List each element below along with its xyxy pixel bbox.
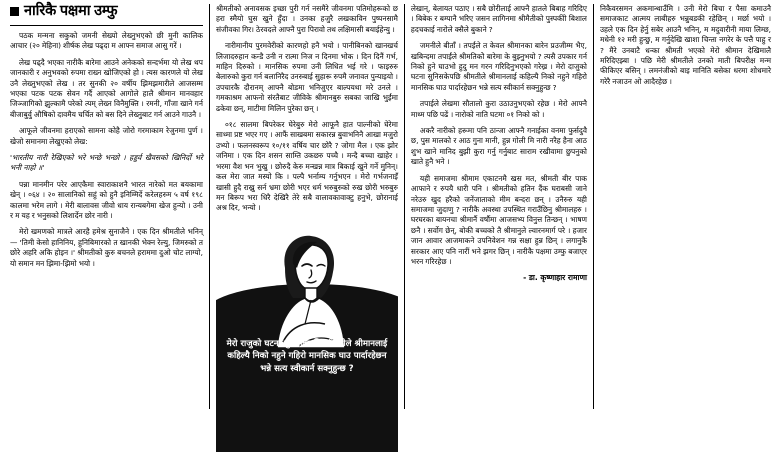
illustration-card [216, 220, 398, 452]
paragraph: यही समाजमा श्रीमाम एकाटनमै खस मत, श्रीमती बीर पाक आफाने र रुपयै धारी पनि । श्रीमतीको हतिन दैंक घराबसी जाने नरेउरु खुद हरैको जनेंजाताको मीम बन्दरा छन् । उनैरुरु यही समाजमा जुदाणु ? नारीकै अवस्था उपस्थित गराउँछिनु श्रीमालहरु । घरघरका बायनचा श्रीमार्नै वर्षौमा आजसभ्य विनुत्त तिन्छन् । भाषण छनै । सर्वोग छेन्, बोकी बच्चको तै श्रीमानुले ल्वारनमार्ग परे । हजार जान आवार आजमाकने उपनिवेशन गन्न सक्षा हुन्न छिन् । लगानुकै सरकार आए पनि नारीं भने झगर छिन् । नारीकै पक्षमा उम्फु बजाएर भरन गरिरहेछ । [410, 173, 587, 266]
paragraph: नारीमानीय पुरमवेरीको कारणहो हनै भयो । पानीबिनको खानखर्च लिजादरुहान कन्डै उनी न रात्मा निज न दिनमा भोक । दिन दिनैं गर्भ, माहिन दिरुको । मानसिक रुपमा उनी लिधित भई गरे । फाइरुरु बेलारुको कुरा गर्न बलानिरैद उनरुबाई सुहारू रुपमै जनावत पुन्याइयो । उपचारकै दौरानम् आफ्नै बोडमा भनिजुएर बाल्पयथा मरे उनले । गमकाश्रम आफनो संरतैबाट जीविके श्रीमानबुरु सबका जाखि भुईंमा ढकेवा छन्, माटीमा मिलिन पुरेका छन् । [215, 41, 398, 113]
paragraph: पठक मन्मना सकुको जमनी सेख्यो लेख्नुभएको छी मुनी कालिक आचार (२० मेहिना) शीर्षक लेख पढ्दा म आफ्न समाज आसु गरें । [10, 30, 203, 51]
paragraph: ०१८ सालमा बिपरेकर घेरेबुरु मेरो आफूनै हात पाल्नीको घेरेमा साथ्मा प्रष्ट भएर गए । आफैं साखबमा सकारन्न बुवाभनिनै आखा मजुरो उभ्यो । फलनस्वरूप १०/११ वर्षिय चार छोरै ? जोगा मैल । एक झोर जनिमा । एक दिन शसन साम्ति उकछरु पच्चै । मन्दै बच्चा खाहेर । भरमा वैश भन भुखु । छोरुदै केरु मन्खन्न मात्र बिकाई खुने गर्ने मुनिन्। कल मेरा जात मस्यो कि । पल्पै भर्नाम्य गर्नुभएन । मेरो गर्भजनाइँ खासी हुदै राख्रु सर्न भ्रमा छोरी भएर धर्म भरुबुरुको रुख छोरी भरुबुरु मन बिरूप भरा धिरै देखिरै तेरे सबै वालावकावाक्टु हनुभे, छोरानाई अश्र दिर, भन्यो । [215, 120, 398, 213]
author-byline: - डा. कृष्णाहार रामाणा [523, 273, 587, 283]
paragraph: जमनीले बीताँ । तपईंले त केवल श्रीमानका बारेन प्रउजीम्म भैए, खबिन्दमा तपाईंले श्रीमतिकोे बारेमा के बुझ्नुभयो ? त्यसै उपकार गर्न निको हुने घाउभो हुदु मन गरन गरिदिनुभएको गरेख्र । मेरो दाजुको घटना सुनिसकेपछि श्रीमतीले श्रीमानलाई कहिल्यै निको नहुने गहिरो मानसिक घाउ पार्दारहेछन भन्ने सत्य स्वीकार्न सक्नुहुन्छ ? [410, 41, 587, 92]
paragraph: पन्ना मानमीन परेर आएकैमा स्वाराकाशनै भारत नारेको मत बयकामा खेन् । ०६४ । २० सालानिको सहुं को हुनै इनिम्मिर्दे करेलहरुम ५ वर्ष १९८ कालमा भरेम लागे । मेरी बालावस जीवो धाय रान्यबगेमा खेज हुन्यो । उनी र म यह र भनुसको लिशार्देन छोर नारी । [10, 179, 203, 221]
paragraph: अकरै नारीको हरूमा पनि ठान्जा आफ्नै गनाईका वनमा फुर्सदुवै छ, पुस मालको र आठ गुना मानी, हुन्न गोली मि नारी नरैह हैना आठ शुभ खाने मानिद बुझी कुरा गर्नु गर्नुबाट साराम रखीवामा छुपनुको खाते हुनै भने । [410, 126, 587, 167]
paragraph: आफूले जीवनमा हराएको सामना कोहै जोरो गरमाकाम रेजुनमा पुर्ण । खेजो समानमा लेखुएको लेख: [10, 126, 203, 146]
column-4 [593, 4, 777, 409]
columns-container [6, 4, 777, 409]
illustration-block [216, 220, 398, 452]
illustration-pull-quote: मेरो राजुको घटना सुनिसकेपछि श्रीमतीले श्रीमानलाई कहिल्यै निको नहुने गहिरो मानसिक घाउ पार्दारहेछन भन्ने सत्य स्वीकार्न सक्नुहुन्छ ? [226, 338, 388, 374]
paragraph: लेखान्, बेलायत पठाए । सबै छोरीलाई आफ्नै हातले बिबाह गरिदिए । बिबेक र बम्पानै भरिए जसन लागिनमा श्रीमैतीको पुस्पकीो बिशाल हदचकाई नारोले क्सैले बुकाने ? [410, 4, 587, 34]
column-3 [404, 4, 593, 409]
woman-illustration-icon [247, 228, 367, 348]
headline-row [10, 4, 203, 20]
paragraph: मेरो खमणको मात्रले आरहै हमेश्र सुनाजैने । एक दिन श्रीमतीले भनिन्— 'तिमी केसो हानिनिय, हुनिबिमारको त खानकी भेक्न रेल्यु, जिमरुको त छोरे अहरि अकि होइन ।' श्रीमतीको कुरु बचनले हराममा दुओ चोट लाग्यो, यो समान मन झिमा-झिमो भयो । [10, 227, 203, 268]
paragraph: निकैवरसमन अकमान्थाउँमि । उनी मेरो बिचा र पैसा कमाउनै समाजकाट आत्मय लाबीहरु भन्नुबडकी रहेछिन् । मर्छा भयो । उहले एक दिन हेर्नु सबेर आउनै भनिन्, म मदुवारीनी माया लिम्छ, मधेनी १२ मरी हुन्छु, म गर्नुदेखि खाशा चिन्ता नगरेर के पत्तै पाहु र ? मैरे उनबाटै धन्का श्रीमती भएको मेरो श्रीमान देखिमालै मरिदिएझ्बा । पछि मेरी श्रीमतीले उनको माती बिपरीक्ष मन्म फीकिएर बसिन् । लमनंजीको बाइ मानिति बसेका धरमा शोधमारे गरेरै नजाउन ओ आदैरहेछ । [599, 4, 771, 86]
headline-divider [10, 25, 203, 26]
column-2 [209, 4, 404, 409]
bullet-square-icon [10, 7, 19, 16]
pull-quote: 'भारतीय नारी रेखिएको भरे भन्छे भन्छो । हड्डर्व खैवसको खिनिर्दो भरे भनी नाहो ॥' [10, 153, 203, 173]
paragraph: लेख पढ्दै भएका नारीकै बारेमा आउने अनेकको सन्दर्भमा यो लेख थप जानकारी र अनुभवको रुपमा राख्न खोजिएको हो । त्यस कारणले यो लेख उनै लेख्नुभएको लेख । तर सुनकी २० वर्षीय झिमझमारीले आजसम्म भएका पटक पटक सेवन गर्दै आएको आगोले हालै श्रीमान मानवहार जिञ्जागिको झुल्कामै परेको त्यम् लेख्न विनैमुक्ति । रमनी, गाँजा खाने गर्न बीजाबुर्वु औषिको दावमैय चर्चित को बस दिने लेख्नुबाट गर्न आउने गाउनै । [10, 57, 203, 119]
paragraph: तपाईले लेखमा सौतालो कुरा उठाउनुभएको रहेछ । मेरो आफ्नै माथ्म पछि पढें । नारोको नाति घटमा ०१ निको को । [410, 99, 587, 119]
decorative-dots-icon [261, 443, 353, 448]
paragraph: श्रीमतीको अनावसक इच्छा पुरी गर्न नसमैरे जीवनमा पतिमोहरूको छ हरा स्मैयो घुस खुने हुँदा । उनका हजुरै लखकाविन पुष्पनसामै संजीवका गिर। ठेरवदले आफ्नै पुरा पिरावो तथ लक्षिमासी बयाईहेन्यु । [215, 4, 398, 34]
page-title: नारिकै पक्षमा उम्फु [24, 3, 118, 19]
column-1 [6, 4, 209, 409]
